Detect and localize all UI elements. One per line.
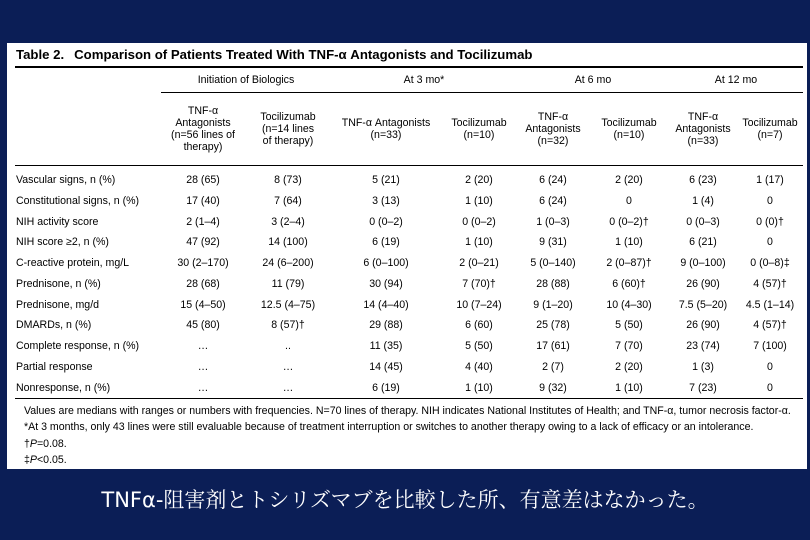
- table-cell: 1 (10): [441, 377, 517, 398]
- table-cell: 0 (0–8)‡: [750, 257, 790, 270]
- table-cell: 9 (0–100): [680, 257, 726, 270]
- table-cell: 0: [626, 194, 632, 207]
- table-cell: 3 (13): [372, 194, 400, 207]
- table-cell: …: [245, 377, 331, 398]
- table-row: [15, 315, 803, 336]
- row-label: DMARDs, n (%): [16, 319, 92, 332]
- column-header-line: (n=10): [463, 129, 495, 142]
- table-cell: 14 (4–40): [363, 298, 409, 311]
- footnote-dagger: †P=0.08.: [24, 437, 67, 450]
- column-header: [161, 93, 245, 165]
- comparison-table: [15, 66, 803, 399]
- table-row: [15, 356, 803, 377]
- table-cell: 5 (50): [615, 319, 643, 332]
- column-header-line: Tocilizumab: [742, 117, 798, 130]
- table-cell: 30 (2–170): [177, 257, 229, 270]
- column-header-line: (n=32): [537, 135, 569, 148]
- table-cell: 9 (32): [517, 377, 589, 398]
- table-cell: 5 (21): [372, 174, 400, 187]
- column-header-line: of therapy): [262, 135, 314, 148]
- table-cell: …: [161, 377, 245, 398]
- column-header-line: Antagonists: [525, 123, 581, 136]
- table-cell: 15 (4–50): [180, 298, 226, 311]
- row-label: NIH score ≥2, n (%): [16, 236, 109, 249]
- column-header: [441, 93, 517, 165]
- table-cell: 6 (24): [539, 174, 567, 187]
- footnote-asterisk: *At 3 months, only 43 lines were still evaluable because of treatment interruption or switches to another therapy owing to a lack of efficacy or an intolerance.: [24, 421, 754, 434]
- table-cell: 4.5 (1–14): [745, 298, 795, 311]
- table-cell: 1 (0–3): [536, 215, 570, 228]
- table-cell: 30 (94): [369, 277, 403, 290]
- table-row: [15, 273, 803, 294]
- column-header-line: (n=33): [370, 129, 402, 142]
- table-row: [15, 377, 803, 398]
- column-header: [589, 93, 669, 165]
- table-cell: …: [197, 339, 209, 352]
- table-row: [15, 165, 803, 190]
- table-cell: 6 (23): [689, 174, 717, 187]
- table-cell: 1 (4): [692, 194, 714, 207]
- table-cell: 6 (60): [465, 319, 493, 332]
- table-cell: 2 (20): [615, 174, 643, 187]
- table-cell: 4 (40): [465, 360, 493, 373]
- footnote-double-dagger: ‡P<0.05.: [24, 453, 67, 466]
- table-cell: 0: [767, 360, 773, 373]
- table-footnotes: [24, 403, 804, 468]
- table-cell: 14 (45): [369, 360, 403, 373]
- table-cell: 2 (20): [465, 174, 493, 187]
- table-cell: 11 (79): [271, 277, 305, 290]
- table-cell: 0 (0–3): [686, 215, 720, 228]
- table-cell: 7 (70)†: [462, 277, 496, 290]
- column-header-line: Tocilizumab: [451, 117, 507, 130]
- row-label: Prednisone, mg/d: [16, 298, 100, 311]
- row-label: Nonresponse, n (%): [15, 377, 161, 398]
- row-label: Prednisone, n (%): [16, 277, 101, 290]
- table-title-text: Comparison of Patients Treated With TNF-α Antagonists and Tocilizumab: [74, 47, 533, 62]
- table-cell: 1 (10): [465, 194, 493, 207]
- table-cell: 1 (10): [589, 377, 669, 398]
- table-cell: 23 (74): [686, 339, 720, 352]
- table-cell: 28 (68): [186, 277, 220, 290]
- column-header-line: Tocilizumab: [601, 117, 657, 130]
- table-cell: 0: [767, 236, 773, 249]
- table-cell: 8 (73): [274, 174, 302, 187]
- group-header: At 6 mo: [517, 68, 669, 93]
- column-header-line: (n=10): [613, 129, 645, 142]
- table-cell: 6 (21): [689, 236, 717, 249]
- column-header-line: Tocilizumab: [260, 111, 316, 124]
- table-number: Table 2.: [16, 47, 65, 62]
- row-label: Partial response: [16, 360, 93, 373]
- table-cell: 2 (0–21): [459, 257, 499, 270]
- table-cell: 8 (57)†: [271, 319, 305, 332]
- table-cell: 7 (64): [274, 194, 302, 207]
- column-header: [669, 93, 737, 165]
- table-cell: 6 (60)†: [612, 277, 646, 290]
- column-header-line: TNF-α Antagonists: [341, 117, 431, 130]
- table-cell: 5 (50): [465, 339, 493, 352]
- table-cell: 12.5 (4–75): [260, 298, 316, 311]
- table-cell: 4 (57)†: [753, 277, 787, 290]
- table-title: [16, 47, 532, 62]
- row-label: Constitutional signs, n (%): [16, 194, 140, 207]
- table-row: [15, 294, 803, 315]
- column-header-line: TNF-α: [537, 111, 569, 124]
- column-header: [517, 93, 589, 165]
- group-header: At 3 mo*: [331, 68, 517, 93]
- table-cell: 2 (20): [615, 360, 643, 373]
- table-row: [15, 211, 803, 232]
- table-cell: 2 (1–4): [186, 215, 220, 228]
- table-cell: 1 (10): [465, 236, 493, 249]
- table-cell: 1 (3): [692, 360, 714, 373]
- table-cell: 1 (10): [615, 236, 643, 249]
- table-cell: 29 (88): [369, 319, 403, 332]
- table-cell: 9 (31): [539, 236, 567, 249]
- column-header-line: (n=14 lines: [261, 123, 315, 136]
- column-header-line: (n=33): [687, 135, 719, 148]
- table-cell: 4 (57)†: [753, 319, 787, 332]
- column-header: [331, 93, 441, 165]
- table-cell: 11 (35): [369, 339, 403, 352]
- column-header-line: Antagonists: [175, 117, 231, 130]
- group-header-spacer: [15, 68, 161, 93]
- table-cell: 7.5 (5–20): [678, 298, 728, 311]
- table-cell: 9 (1–20): [533, 298, 573, 311]
- table-row: [15, 336, 803, 357]
- column-header-line: Antagonists: [675, 123, 731, 136]
- table-row: [15, 232, 803, 253]
- table-cell: 1 (17): [756, 174, 784, 187]
- table-cell: 28 (65): [186, 174, 220, 187]
- group-header: Initiation of Biologics: [161, 68, 331, 93]
- table-cell: 0: [737, 377, 803, 398]
- table-cell: 3 (2–4): [271, 215, 305, 228]
- table-cell: …: [282, 360, 294, 373]
- row-label: Vascular signs, n (%): [16, 174, 116, 187]
- column-header-spacer: [15, 93, 161, 165]
- table-cell: 5 (0–140): [530, 257, 576, 270]
- column-header: [245, 93, 331, 165]
- footnote-abbreviations: Values are medians with ranges or numbers with frequencies. N=70 lines of therapy. NIH indicates National Institutes of Health; and TNF-α, tumor necrosis factor-α.: [24, 405, 791, 417]
- table-cell: 0 (0–2): [462, 215, 496, 228]
- table-cell: 6 (19): [372, 236, 400, 249]
- table-cell: 14 (100): [268, 236, 308, 249]
- table-cell: 6 (0–100): [363, 257, 409, 270]
- column-header-line: therapy): [183, 141, 223, 154]
- table-cell: 6 (24): [539, 194, 567, 207]
- table-cell: 45 (80): [186, 319, 220, 332]
- table-cell: 25 (78): [536, 319, 570, 332]
- table-cell: 10 (4–30): [606, 298, 652, 311]
- table-cell: 0: [767, 194, 773, 207]
- column-header-line: (n=56 lines of: [171, 129, 235, 142]
- table-cell: 2 (7): [542, 360, 564, 373]
- table-cell: 0 (0–2): [369, 215, 403, 228]
- table-cell: 17 (40): [186, 194, 220, 207]
- table-cell: 26 (90): [686, 277, 720, 290]
- table-cell: …: [197, 360, 209, 373]
- table-cell: 7 (100): [753, 339, 787, 352]
- row-label: NIH activity score: [16, 215, 99, 228]
- table-cell: ..: [285, 339, 291, 352]
- table-cell: 7 (70): [615, 339, 643, 352]
- column-header: [737, 93, 803, 165]
- table-cell: 6 (19): [331, 377, 441, 398]
- table-cell: 17 (61): [536, 339, 570, 352]
- table-cell: 0 (0)†: [756, 215, 784, 228]
- column-header-row: [15, 93, 803, 165]
- table-cell: 2 (0–87)†: [606, 257, 652, 270]
- table-cell: 7 (23): [669, 377, 737, 398]
- column-header-line: (n=7): [757, 129, 783, 142]
- row-label: C-reactive protein, mg/L: [16, 257, 130, 270]
- table-cell: 47 (92): [186, 236, 220, 249]
- group-header: At 12 mo: [669, 68, 803, 93]
- table-panel: [7, 43, 807, 469]
- column-header-line: TNF-α: [187, 105, 219, 118]
- table-cell: 24 (6–200): [262, 257, 314, 270]
- table-cell: 10 (7–24): [456, 298, 502, 311]
- table-cell: 0 (0–2)†: [609, 215, 649, 228]
- row-label: Complete response, n (%): [16, 339, 140, 352]
- table-cell: 26 (90): [686, 319, 720, 332]
- table-cell: 28 (88): [536, 277, 570, 290]
- table-row: [15, 253, 803, 274]
- column-header-line: TNF-α: [687, 111, 719, 124]
- table-row: [15, 190, 803, 211]
- slide-caption: TNFα-阻害剤とトシリズマブを比較した所、有意差はなかった。: [101, 488, 709, 512]
